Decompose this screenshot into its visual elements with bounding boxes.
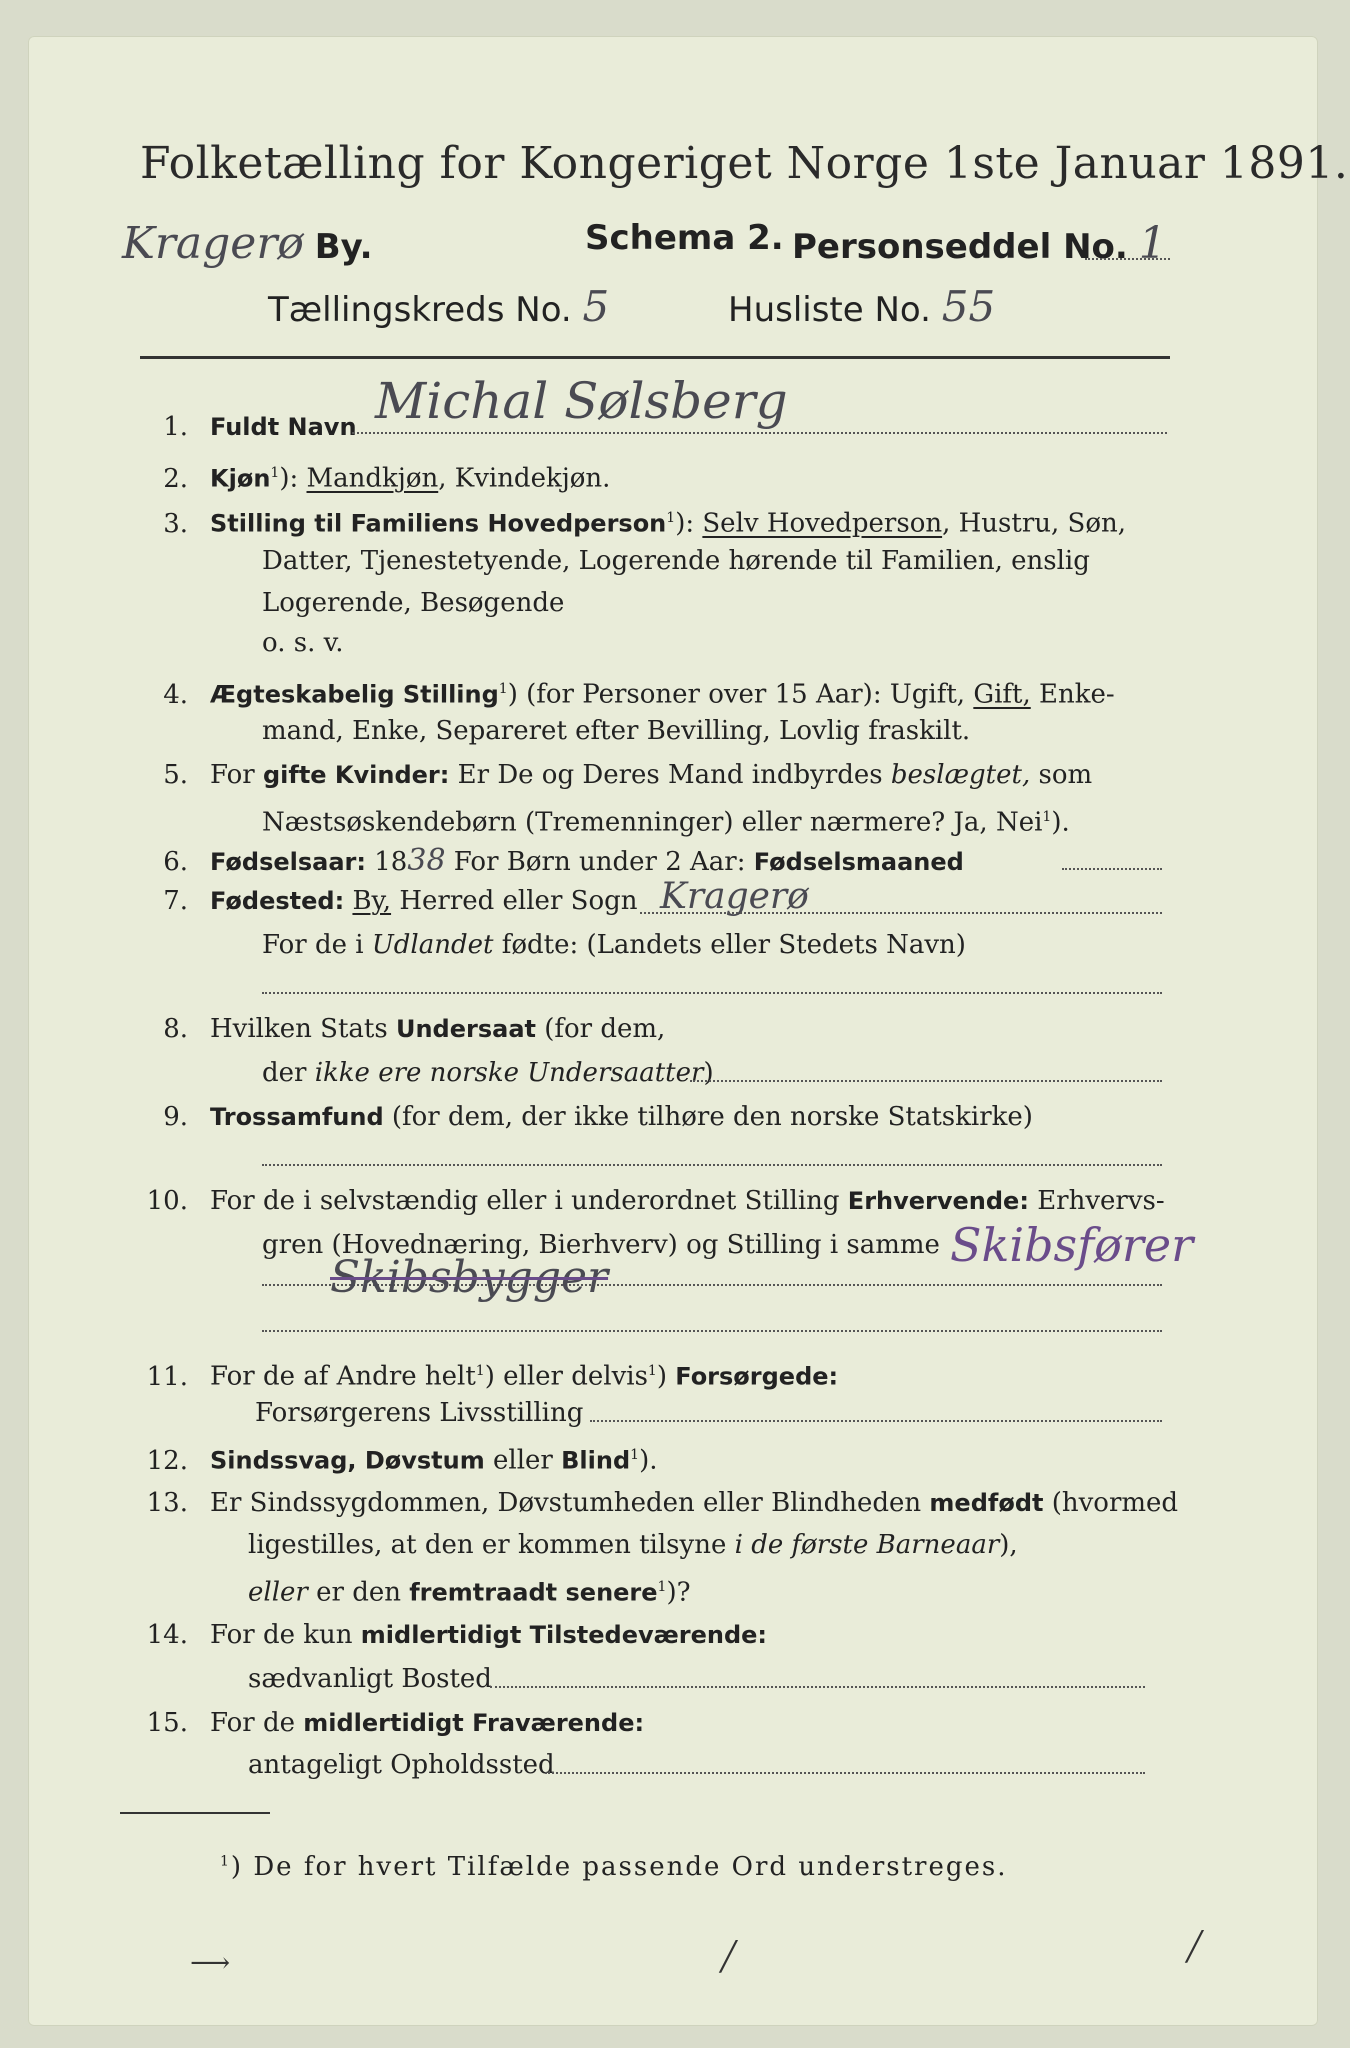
- option-by: By,: [352, 886, 392, 916]
- occupation-value: Skibsfører: [950, 1218, 1194, 1272]
- personseddel-label: Personseddel No.: [792, 227, 1128, 267]
- presumed-location-line: [545, 1772, 1145, 1774]
- birthplace-line: [640, 912, 1162, 914]
- pen-mark-stroke: ╱: [720, 1940, 737, 1973]
- city-handwritten: Kragerø: [122, 218, 304, 269]
- item-13-line2: ligestilles, at den er kommen tilsyne i de første Barneaar),: [248, 1530, 1018, 1560]
- footnote-rule: [120, 1812, 270, 1814]
- pen-mark-stroke-2: ╱: [1186, 1930, 1203, 1963]
- occupation-struck-value: Skibsbygger: [330, 1252, 609, 1303]
- item-14-line2: sædvanligt Bosted: [248, 1664, 492, 1694]
- pen-mark-arrow: ⟶: [190, 1946, 231, 1979]
- occupation-line-2: [262, 1330, 1162, 1332]
- header-line-kreds: [268, 282, 609, 331]
- item-11-line2: Forsørgerens Livsstilling: [255, 1398, 584, 1428]
- personseddel-dots: [1085, 258, 1170, 260]
- item-5-line2: Næstsøskendebørn (Tremenninger) eller nærmere? Ja, Nei$^1$).: [262, 807, 1070, 838]
- header-line-husliste: [728, 282, 995, 331]
- item-13-line3: eller er den fremtraadt senere$^1$)?: [248, 1577, 691, 1608]
- header-line-schema: [585, 218, 784, 258]
- birth-year-value: 38: [407, 843, 446, 878]
- item-3-line3: Logerende, Besøgende: [262, 588, 565, 618]
- item-3: 3. Stilling til Familiens Hovedperson$^1$): Selv Hovedperson, Hustru, Søn,: [163, 508, 1127, 539]
- husliste-number: 55: [941, 282, 996, 331]
- personseddel-number: 1: [1138, 218, 1167, 269]
- item-15: 15. For de midlertidigt Fraværende:: [146, 1708, 645, 1738]
- item-1: 1. Fuldt Navn: [163, 412, 357, 442]
- item-9: 9. Trossamfund (for dem, der ikke tilhøre den norske Statskirke): [163, 1102, 1033, 1132]
- item-12: 12. Sindssvag, Døvstum eller Blind$^1$).: [146, 1445, 658, 1476]
- footnote: $^1$) De for hvert Tilfælde passende Ord understreges.: [220, 1852, 1008, 1882]
- item-7: 7. Fødested: By, Herred eller Sogn: [163, 886, 638, 916]
- item-2: 2. Kjøn$^1$): Mandkjøn, Kvindekjøn.: [163, 463, 611, 494]
- item-8: 8. Hvilken Stats Undersaat (for dem,: [163, 1014, 666, 1044]
- item-4-line2: mand, Enke, Separeret efter Bevilling, Lovlig fraskilt.: [262, 716, 971, 746]
- header-line-city: [122, 218, 373, 269]
- religion-line: [262, 1164, 1162, 1166]
- full-name-value: Michal Sølsberg: [375, 372, 788, 430]
- birth-month-line: [1062, 868, 1162, 870]
- item-13: 13. Er Sindssygdommen, Døvstumheden eller Blindheden medfødt (hvormed: [146, 1488, 1179, 1518]
- foreign-birthplace-line: [262, 992, 1162, 994]
- option-selv-hovedperson: Selv Hovedperson: [702, 508, 943, 539]
- kreds-label: Tællingskreds No.: [268, 290, 572, 330]
- usual-residence-line: [490, 1686, 1145, 1688]
- item-7-line2: For de i Udlandet fødte: (Landets eller Stedets Navn): [262, 930, 966, 960]
- item-14: 14. For de kun midlertidigt Tilstedeværende:: [146, 1620, 768, 1650]
- kreds-number: 5: [582, 282, 610, 331]
- item-10: 10. For de i selvstændig eller i underordnet Stilling Erhvervende: Erhvervs-: [146, 1186, 1165, 1216]
- header-rule: [140, 356, 1170, 359]
- header-line-personseddel: [792, 218, 1167, 269]
- provider-line: [590, 1420, 1162, 1422]
- form-title: Folketælling for Kongeriget Norge 1ste Januar 1891.: [140, 138, 1349, 189]
- by-label: By.: [314, 227, 373, 267]
- item-10-line2: gren (Hovednæring, Bierhverv) og Stilling i samme: [262, 1230, 940, 1260]
- item-15-line2: antageligt Opholdssted: [248, 1750, 555, 1780]
- item-5: 5. For gifte Kvinder: Er De og Deres Mand indbyrdes beslægtet, som: [163, 760, 1093, 790]
- item-11: 11. For de af Andre helt$^1$) eller delvis$^1$) Forsørgede:: [146, 1361, 839, 1392]
- item-3-line2: Datter, Tjenestetyende, Logerende hørende til Familien, enslig: [262, 546, 1090, 576]
- item-4: 4. Ægteskabelig Stilling$^1$) (for Personer over 15 Aar): Ugift, Gift, Enke-: [163, 679, 1115, 710]
- item-6: 6. Fødselsaar: 1838 For Børn under 2 Aar: Fødselsmaaned: [163, 843, 964, 878]
- nationality-line: [690, 1080, 1162, 1082]
- option-gift: Gift,: [973, 679, 1031, 710]
- schema-label: Schema 2.: [585, 218, 784, 258]
- option-mandkjon: Mandkjøn: [306, 463, 439, 494]
- item-3-line4: o. s. v.: [262, 628, 344, 658]
- full-name-line: [352, 432, 1167, 434]
- item-8-line2: der ikke ere norske Undersaatter): [262, 1058, 714, 1088]
- birthplace-value: Kragerø: [660, 876, 809, 917]
- husliste-label: Husliste No.: [728, 290, 931, 330]
